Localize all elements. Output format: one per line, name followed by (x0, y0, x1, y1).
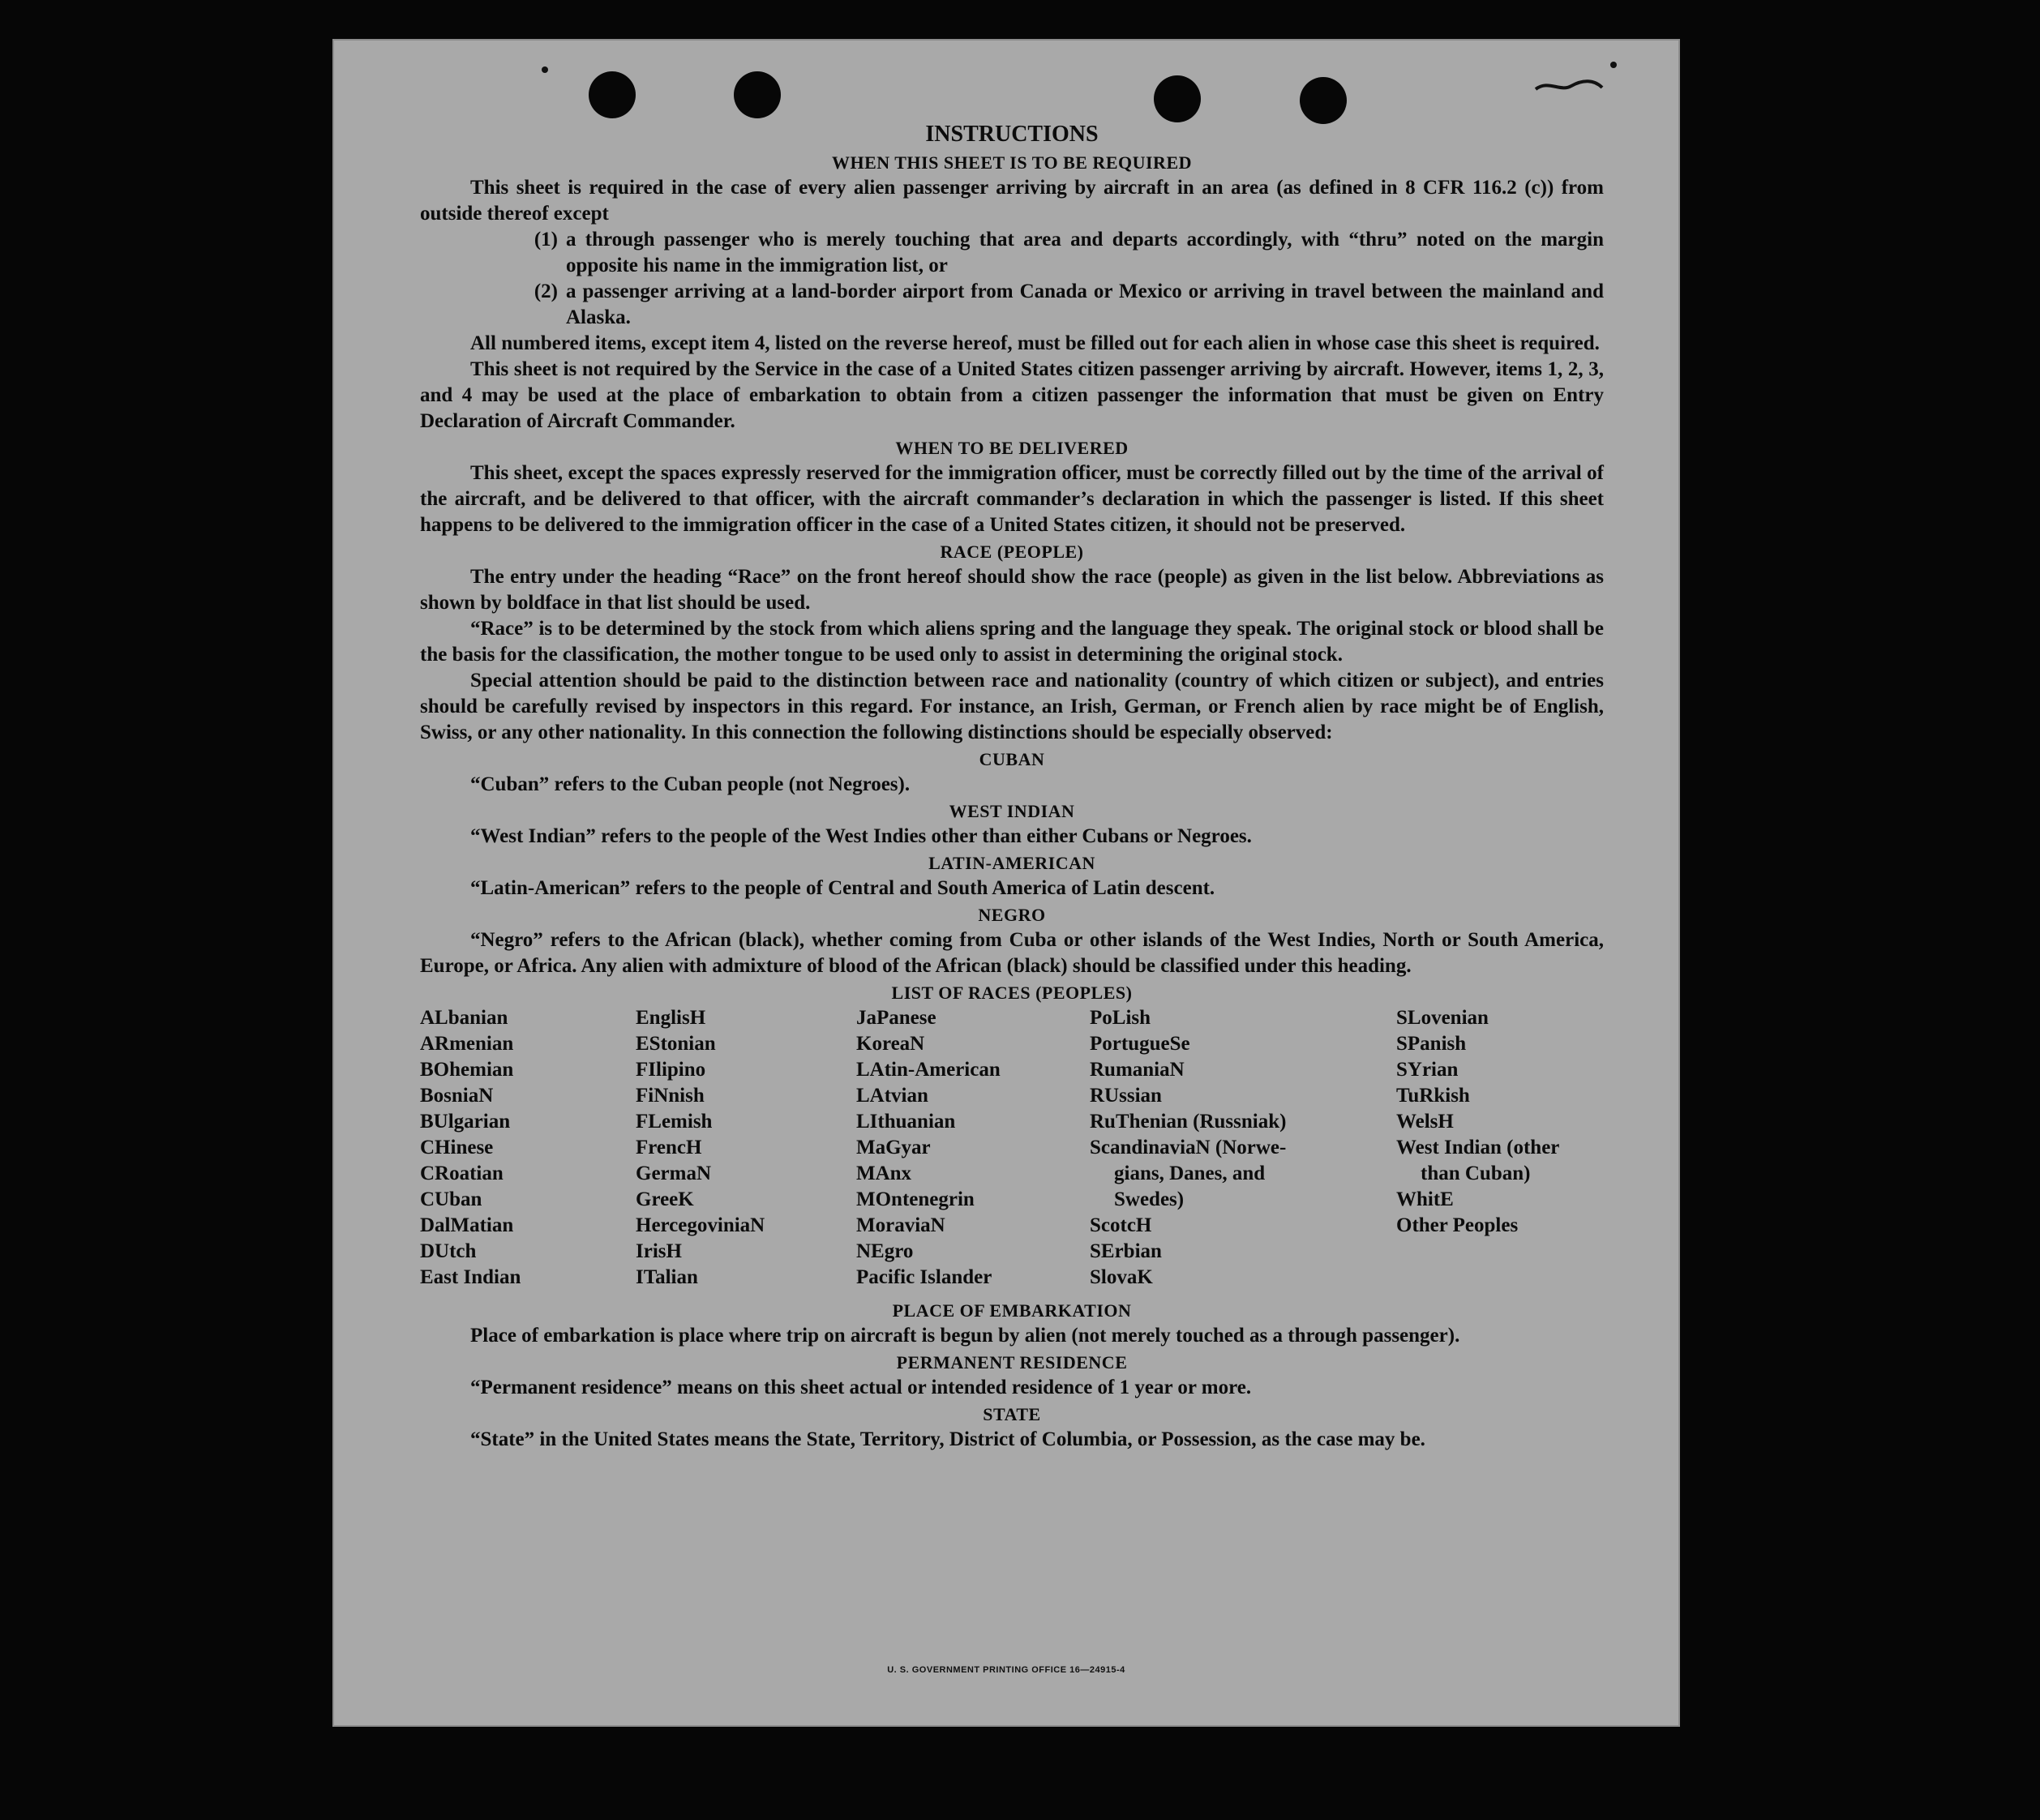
race-entry: EStonian (636, 1033, 716, 1055)
race-entry: West Indian (other (1396, 1137, 1560, 1158)
definition-residence: “Permanent residence” means on this sheet actual or intended residence of 1 year or more. (470, 1377, 1252, 1398)
race-entry: ALbanian (420, 1007, 508, 1029)
race-entry: CRoatian (420, 1163, 504, 1184)
race-entry: Swedes) (1114, 1188, 1185, 1210)
race-entry: CUban (420, 1188, 482, 1210)
section-heading-residence: PERMANENT RESIDENCE (896, 1352, 1128, 1372)
punch-hole (1154, 75, 1201, 122)
race-entry: BOhemian (420, 1059, 514, 1081)
definition-negro: “Negro” refers to the African (black), whether coming from Cuba or other islands of the West Indies, North or South America, Europe, or Africa. Any alien with admixture of blood of the African (black) should be classified under this heading. (420, 929, 1604, 977)
race-entry: FiNnish (636, 1085, 705, 1107)
race-entry: BUlgarian (420, 1111, 511, 1133)
paragraph-citizen: This sheet is not required by the Service in the case of a United States citizen passenger arriving by aircraft. However, items 1, 2, 3, and 4 may be used at the place of embarkation to obtain from a citizen passenger the information that must be given on Entry Declaration of Aircraft Commander. (420, 358, 1604, 432)
race-entry: RUssian (1090, 1085, 1162, 1107)
item-number: (2) (534, 280, 558, 302)
item-number: (1) (534, 229, 558, 251)
pen-mark-icon (1532, 75, 1605, 99)
race-entry: than Cuban) (1421, 1163, 1531, 1184)
race-entry: RumaniaN (1090, 1059, 1185, 1081)
ink-speck (1610, 62, 1617, 68)
race-entry: WhitE (1396, 1188, 1454, 1210)
page-title: INSTRUCTIONS (925, 122, 1099, 147)
paragraph-race-entry: The entry under the heading “Race” on the front hereof should show the race (people) as given in the list below. Abbreviations as shown by boldface in that list should be used. (420, 566, 1604, 614)
section-heading-state: STATE (983, 1404, 1041, 1424)
punch-hole (589, 71, 636, 118)
printing-office-imprint: U. S. GOVERNMENT PRINTING OFFICE 16—24915-4 (887, 1665, 1125, 1675)
race-entry: TuRkish (1396, 1085, 1470, 1107)
section-heading-when-delivered: WHEN TO BE DELIVERED (895, 438, 1129, 458)
race-entry: FIlipino (636, 1059, 706, 1081)
section-heading-list-of-races: LIST OF RACES (PEOPLES) (891, 983, 1133, 1003)
instructions-body (420, 120, 1604, 1453)
punch-hole (1300, 77, 1347, 124)
race-entry: Other Peoples (1396, 1214, 1519, 1236)
definition-cuban: “Cuban” refers to the Cuban people (not Negroes). (470, 773, 911, 795)
race-entry: HercegoviniaN (636, 1214, 765, 1236)
race-entry: WelsH (1396, 1111, 1454, 1133)
race-entry: LIthuanian (856, 1111, 956, 1133)
race-entry: FrencH (636, 1137, 702, 1158)
section-heading-when-required: WHEN THIS SHEET IS TO BE REQUIRED (831, 152, 1193, 173)
race-entry: Pacific Islander (856, 1266, 992, 1288)
section-heading-embarkation: PLACE OF EMBARKATION (892, 1300, 1132, 1321)
race-entry: NEgro (856, 1240, 914, 1262)
race-entry: gians, Danes, and (1114, 1163, 1266, 1184)
paragraph-race-nationality: Special attention should be paid to the distinction between race and nationality (country of which citizen or subject), and entries should be carefully revised by inspectors in this regard. For instance, an Irish, German, or French alien by race might be of English, Swiss, or any other nationality. In this connection the following distinctions should be especially observed: (420, 670, 1604, 743)
list-item (420, 227, 1604, 279)
item-text: a passenger arriving at a land-border airport from Canada or Mexico or arriving in travel between the mainland and Alaska. (566, 280, 1604, 328)
race-entry: DUtch (420, 1240, 477, 1262)
paragraph-requirement: This sheet is required in the case of every alien passenger arriving by aircraft in an area (as defined in 8 CFR 116.2 (c)) from outside thereof except (420, 177, 1604, 225)
definition-latin-american: “Latin-American” refers to the people of Central and South America of Latin descent. (470, 877, 1215, 899)
section-heading-cuban: CUBAN (979, 749, 1045, 769)
race-entry: ARmenian (420, 1033, 514, 1055)
race-list (420, 1005, 1604, 1297)
race-entry: RuThenian (Russniak) (1090, 1111, 1287, 1133)
paragraph-numbered-items: All numbered items, except item 4, listed on the reverse hereof, must be filled out for each alien in whose case this sheet is required. (470, 332, 1600, 354)
race-entry: SLovenian (1396, 1007, 1489, 1029)
punch-hole (734, 71, 781, 118)
section-heading-west-indian: WEST INDIAN (949, 801, 1075, 821)
race-entry: ScotcH (1090, 1214, 1152, 1236)
paragraph-delivery: This sheet, except the spaces expressly reserved for the immigration officer, must be correctly filled out by the time of the arrival of the aircraft, and be delivered to that officer, with the aircraft commander’s declaration in which the passenger is listed. If this sheet happens to be delivered to the immigration officer in the case of a United States citizen, it should not be preserved. (420, 462, 1604, 536)
section-heading-negro: NEGRO (978, 905, 1046, 925)
race-entry: ITalian (636, 1266, 698, 1288)
race-entry: GermaN (636, 1163, 712, 1184)
race-entry: MaGyar (856, 1137, 931, 1158)
document-sheet (332, 39, 1680, 1727)
race-entry: LAtin-American (856, 1059, 1001, 1081)
race-entry: GreeK (636, 1188, 694, 1210)
list-item (420, 279, 1604, 331)
race-entry: IrisH (636, 1240, 682, 1262)
section-heading-latin-american: LATIN-AMERICAN (928, 853, 1095, 873)
race-column (856, 1005, 1001, 1291)
race-entry: BosniaN (420, 1085, 494, 1107)
race-entry: LAtvian (856, 1085, 928, 1107)
race-entry: East Indian (420, 1266, 521, 1288)
definition-state: “State” in the United States means the State, Territory, District of Columbia, or Possession, as the case may be. (470, 1428, 1425, 1450)
race-entry: SErbian (1090, 1240, 1162, 1262)
race-entry: DalMatian (420, 1214, 514, 1236)
item-text: a through passenger who is merely touching that area and departs accordingly, with “thru” noted on the margin opposite his name in the immigration list, or (566, 229, 1604, 276)
race-entry: FLemish (636, 1111, 713, 1133)
race-entry: PoLish (1090, 1007, 1151, 1029)
section-heading-race: RACE (PEOPLE) (940, 542, 1084, 562)
race-entry: KoreaN (856, 1033, 925, 1055)
race-entry: SYrian (1396, 1059, 1459, 1081)
race-column (1090, 1005, 1286, 1291)
race-entry: MOntenegrin (856, 1188, 975, 1210)
race-column (636, 1005, 765, 1291)
paragraph-race-definition: “Race” is to be determined by the stock from which aliens spring and the language they speak. The original stock or blood shall be the basis for the classification, the mother tongue to be used only to assist in determining the original stock. (420, 618, 1604, 666)
ink-speck (542, 66, 548, 73)
race-entry: MAnx (856, 1163, 912, 1184)
race-column (420, 1005, 521, 1291)
race-entry: SPanish (1396, 1033, 1467, 1055)
race-entry: JaPanese (856, 1007, 936, 1029)
race-entry: EnglisH (636, 1007, 706, 1029)
race-entry: ScandinaviaN (Norwe- (1090, 1137, 1287, 1158)
race-column (1396, 1005, 1559, 1239)
definition-west-indian: “West Indian” refers to the people of the West Indies other than either Cubans or Negroes. (470, 825, 1252, 847)
race-entry: SlovaK (1090, 1266, 1153, 1288)
definition-embarkation: Place of embarkation is place where trip on aircraft is begun by alien (not merely touched as a through passenger). (470, 1325, 1460, 1347)
race-entry: CHinese (420, 1137, 494, 1158)
race-entry: PortugueSe (1090, 1033, 1190, 1055)
race-entry: MoraviaN (856, 1214, 945, 1236)
